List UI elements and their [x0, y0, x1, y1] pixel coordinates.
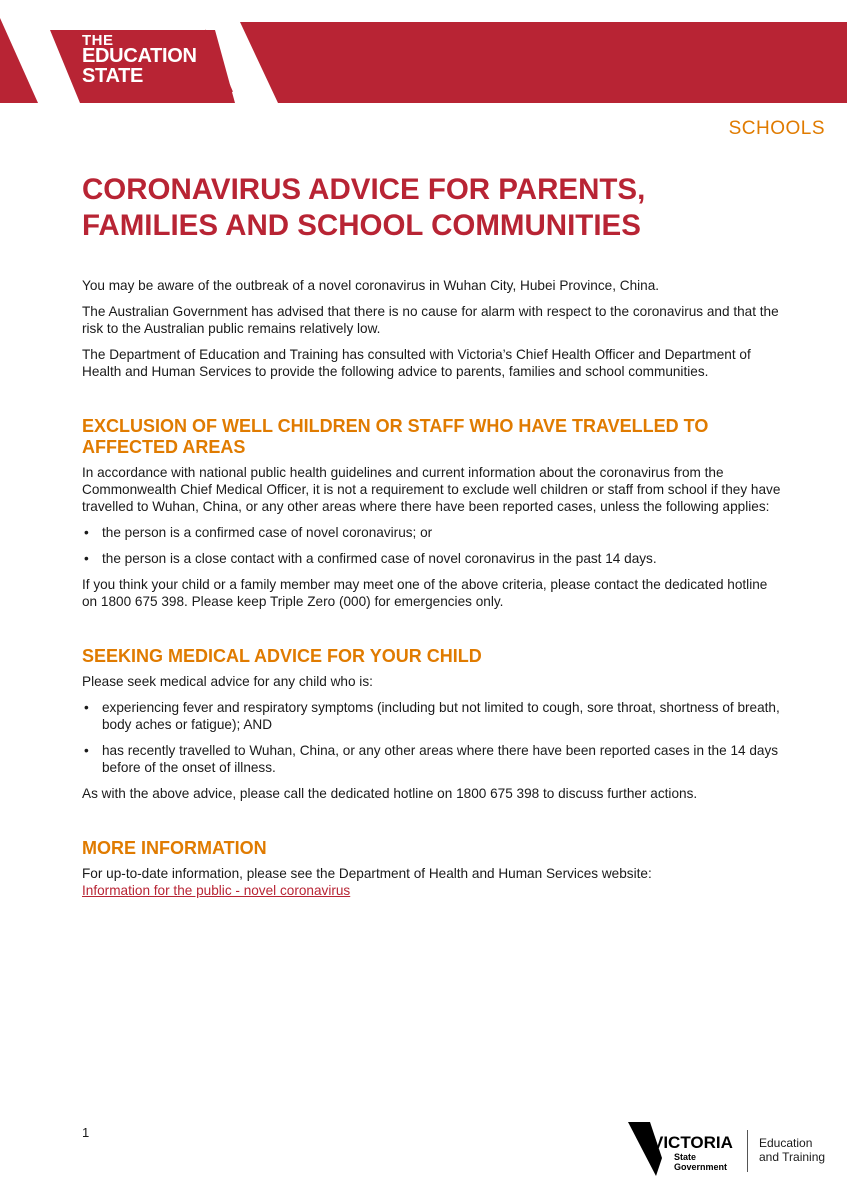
logo-line-state: STATE	[82, 65, 144, 87]
section-paragraph: For up-to-date information, please see the Department of Health and Human Services website:	[82, 866, 652, 881]
section-tag: SCHOOLS	[728, 118, 825, 139]
title-line-1: CORONAVIRUS ADVICE FOR PARENTS,	[82, 173, 646, 206]
bullet-text: the person is a close contact with a confirmed case of novel coronavirus in the past 14 days.	[102, 551, 657, 566]
section-paragraph: In accordance with national public health guidelines and current information about the coronavirus from the Commonwealth Chief Medical Officer, it is not a requirement to exclude well children or staff from school if they have travelled to Wuhan, China, or any other areas where there have been reported cases, unless the following applies:	[82, 465, 781, 514]
intro-paragraph: You may be aware of the outbreak of a novel coronavirus in Wuhan City, Hubei Province, China.	[82, 278, 660, 293]
intro-paragraph: The Department of Education and Training has consulted with Victoria’s Chief Health Officer and Department of Health and Human Services to provide the following advice to parents, families and school communities.	[82, 347, 751, 379]
section-paragraph: Please seek medical advice for any child who is:	[82, 674, 373, 689]
bullet-item	[82, 550, 782, 567]
bullet-dot: •	[84, 551, 89, 566]
section-paragraph: If you think your child or a family member may meet one of the above criteria, please contact the dedicated hotline on 1800 675 398. Please keep Triple Zero (000) for emergencies only.	[82, 577, 768, 609]
victoria-government-logo	[626, 1118, 836, 1178]
department-line-2: and Training	[759, 1150, 826, 1164]
logo-line-the: THE	[82, 32, 114, 49]
bullet-dot: •	[84, 525, 89, 540]
section-heading-more-information: MORE INFORMATION	[82, 838, 267, 858]
dhhs-info-link[interactable]: Information for the public - novel coronavirus	[82, 883, 351, 898]
bullet-item	[82, 742, 782, 776]
logo-divider	[747, 1130, 748, 1172]
victoria-subtitle-state: State	[674, 1152, 697, 1162]
department-name	[759, 1136, 825, 1164]
bullet-text: experiencing fever and respiratory symptoms (including but not limited to cough, sore throat, shortness of breath, body aches or fatigue); AND	[102, 700, 780, 732]
page-title	[82, 172, 802, 244]
victoria-subtitle	[674, 1152, 727, 1172]
victoria-subtitle-government: Government	[674, 1162, 728, 1172]
intro-paragraph: The Australian Government has advised that there is no cause for alarm with respect to the coronavirus and that the risk to the Australian public remains relatively low.	[82, 304, 779, 336]
logo-line-education: EDUCATION	[82, 45, 197, 67]
section-paragraph: As with the above advice, please call the dedicated hotline on 1800 675 398 to discuss further actions.	[82, 786, 698, 801]
department-line-1: Education	[759, 1136, 813, 1150]
bullet-text: has recently travelled to Wuhan, China, or any other areas where there have been reported cases in the 14 days before of the onset of illness.	[102, 743, 779, 775]
page-number: 1	[82, 1125, 90, 1140]
bullet-dot: •	[84, 743, 89, 758]
title-line-2: FAMILIES AND SCHOOL COMMUNITIES	[82, 209, 641, 242]
victoria-wordmark: VICTORIA	[652, 1133, 733, 1152]
document-body	[82, 277, 782, 900]
section-heading-exclusion: EXCLUSION OF WELL CHILDREN OR STAFF WHO HAVE TRAVELLED TO AFFECTED AREAS	[82, 416, 709, 457]
bullet-item	[82, 524, 782, 541]
bullet-dot: •	[84, 700, 89, 715]
bullet-text: the person is a confirmed case of novel coronavirus; or	[102, 525, 433, 540]
section-heading-medical-advice: SEEKING MEDICAL ADVICE FOR YOUR CHILD	[82, 646, 482, 666]
bullet-item	[82, 699, 782, 733]
